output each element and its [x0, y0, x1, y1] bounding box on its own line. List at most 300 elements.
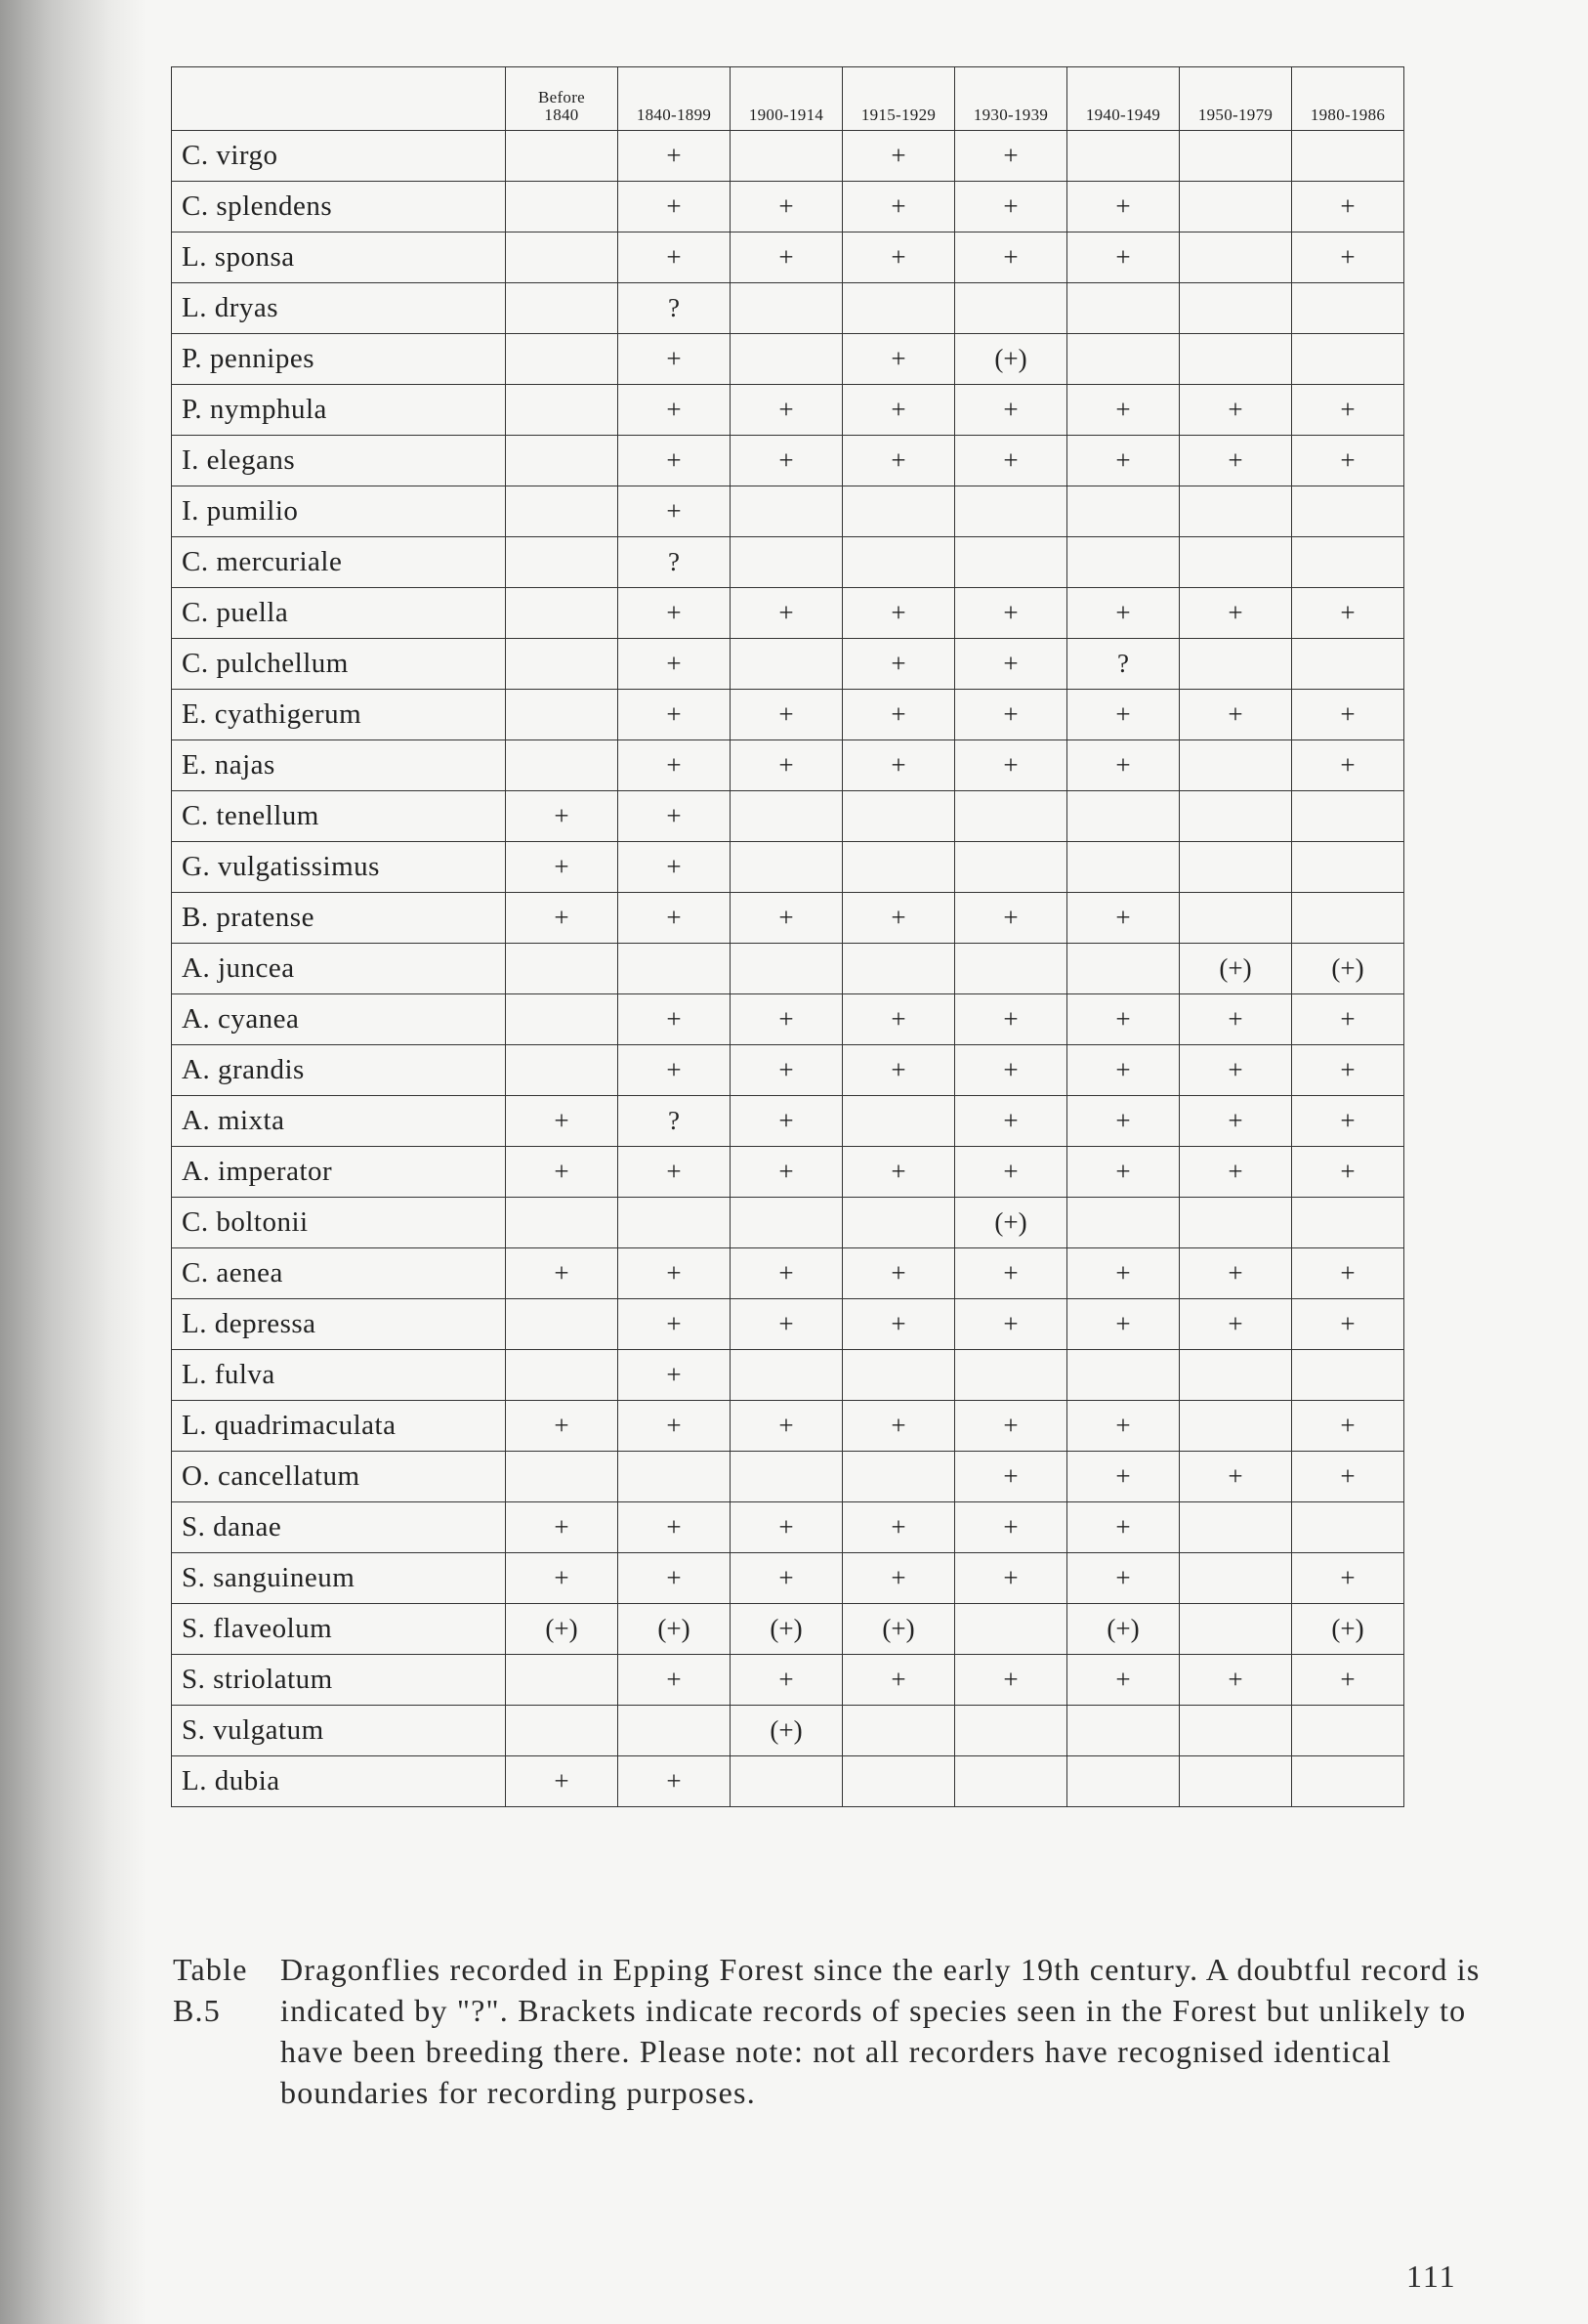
record-cell: + — [618, 1350, 731, 1401]
caption-label: Table B.5 — [173, 1952, 248, 2028]
record-cell — [506, 537, 618, 588]
record-cell — [1292, 791, 1404, 842]
header-cell-period: 1980-1986 — [1292, 67, 1404, 131]
table-row — [172, 1401, 1404, 1452]
record-cell: + — [1067, 1045, 1180, 1096]
record-cell: + — [1067, 740, 1180, 791]
record-cell — [731, 1350, 843, 1401]
record-cell: + — [1292, 1147, 1404, 1198]
table-row — [172, 1350, 1404, 1401]
record-cell — [1180, 1553, 1292, 1604]
table-row — [172, 1706, 1404, 1756]
record-cell: + — [843, 893, 955, 944]
record-cell: + — [1292, 1096, 1404, 1147]
record-cell — [1067, 283, 1180, 334]
record-cell — [506, 1350, 618, 1401]
record-cell — [731, 283, 843, 334]
record-cell: + — [843, 588, 955, 639]
table-row — [172, 740, 1404, 791]
record-cell — [1180, 893, 1292, 944]
record-cell — [506, 131, 618, 182]
record-cell: + — [731, 1147, 843, 1198]
record-cell: + — [1180, 994, 1292, 1045]
record-cell — [843, 842, 955, 893]
record-cell: + — [843, 1553, 955, 1604]
record-cell — [843, 1096, 955, 1147]
records-table — [171, 66, 1404, 1807]
record-cell: + — [1292, 690, 1404, 740]
record-cell: + — [618, 182, 731, 232]
record-cell — [506, 232, 618, 283]
record-cell: + — [843, 1299, 955, 1350]
record-cell: (+) — [843, 1604, 955, 1655]
species-name: A. grandis — [172, 1045, 506, 1096]
record-cell: + — [506, 1756, 618, 1807]
record-cell: + — [731, 1299, 843, 1350]
record-cell: + — [1067, 1553, 1180, 1604]
record-cell — [1180, 740, 1292, 791]
record-cell: + — [618, 1147, 731, 1198]
record-cell — [1180, 1350, 1292, 1401]
record-cell: + — [1067, 1147, 1180, 1198]
species-name: I. pumilio — [172, 486, 506, 537]
record-cell: + — [955, 1248, 1067, 1299]
record-cell — [506, 283, 618, 334]
table-body — [172, 131, 1404, 1807]
species-name: C. pulchellum — [172, 639, 506, 690]
header-cell-period: 1840-1899 — [618, 67, 731, 131]
record-cell — [1292, 537, 1404, 588]
record-cell: + — [618, 740, 731, 791]
record-cell — [955, 1706, 1067, 1756]
record-cell — [843, 944, 955, 994]
record-cell: (+) — [955, 1198, 1067, 1248]
record-cell — [506, 334, 618, 385]
table-row — [172, 131, 1404, 182]
record-cell: + — [506, 1147, 618, 1198]
record-cell: + — [618, 893, 731, 944]
record-cell — [955, 283, 1067, 334]
record-cell — [955, 1756, 1067, 1807]
species-name: C. mercuriale — [172, 537, 506, 588]
record-cell: + — [843, 182, 955, 232]
species-name: L. depressa — [172, 1299, 506, 1350]
dragonfly-records-table — [171, 66, 1403, 1807]
record-cell: + — [731, 385, 843, 436]
record-cell — [506, 436, 618, 486]
record-cell — [1180, 537, 1292, 588]
table-row — [172, 436, 1404, 486]
record-cell: + — [618, 1248, 731, 1299]
record-cell: + — [1067, 436, 1180, 486]
record-cell — [1180, 486, 1292, 537]
record-cell: + — [955, 639, 1067, 690]
record-cell: + — [843, 131, 955, 182]
species-name: A. juncea — [172, 944, 506, 994]
record-cell — [506, 1706, 618, 1756]
record-cell: + — [955, 1655, 1067, 1706]
record-cell — [1292, 486, 1404, 537]
record-cell: + — [955, 1045, 1067, 1096]
record-cell: + — [731, 1401, 843, 1452]
record-cell: + — [955, 994, 1067, 1045]
record-cell: + — [731, 588, 843, 639]
record-cell — [1180, 1604, 1292, 1655]
record-cell: + — [843, 1655, 955, 1706]
species-name: C. tenellum — [172, 791, 506, 842]
record-cell: + — [1067, 385, 1180, 436]
record-cell: + — [955, 182, 1067, 232]
record-cell: + — [1292, 1553, 1404, 1604]
table-row — [172, 232, 1404, 283]
record-cell: + — [843, 1045, 955, 1096]
record-cell: + — [843, 994, 955, 1045]
record-cell — [1180, 283, 1292, 334]
table-row — [172, 1045, 1404, 1096]
record-cell — [506, 1198, 618, 1248]
record-cell: + — [731, 1553, 843, 1604]
record-cell — [955, 842, 1067, 893]
record-cell: + — [955, 1401, 1067, 1452]
record-cell — [955, 537, 1067, 588]
record-cell: + — [1292, 232, 1404, 283]
binding-shadow — [0, 0, 146, 2324]
record-cell: + — [1180, 1248, 1292, 1299]
record-cell — [506, 994, 618, 1045]
table-caption — [173, 1949, 1482, 2113]
record-cell: + — [1067, 1299, 1180, 1350]
header-cell-period: 1930-1939 — [955, 67, 1067, 131]
record-cell: + — [1180, 1147, 1292, 1198]
record-cell — [618, 944, 731, 994]
record-cell: + — [1180, 1299, 1292, 1350]
species-name: O. cancellatum — [172, 1452, 506, 1502]
record-cell: + — [1292, 1248, 1404, 1299]
record-cell — [1067, 842, 1180, 893]
species-name: S. sanguineum — [172, 1553, 506, 1604]
record-cell: + — [731, 690, 843, 740]
species-name: E. cyathigerum — [172, 690, 506, 740]
table-row — [172, 588, 1404, 639]
record-cell — [731, 944, 843, 994]
species-name: S. vulgatum — [172, 1706, 506, 1756]
record-cell: + — [1067, 588, 1180, 639]
table-row — [172, 1198, 1404, 1248]
record-cell: + — [506, 791, 618, 842]
record-cell — [731, 1756, 843, 1807]
table-row — [172, 283, 1404, 334]
record-cell — [506, 1452, 618, 1502]
record-cell: + — [1292, 1045, 1404, 1096]
caption-text: Dragonflies recorded in Epping Forest since the early 19th century. A doubtful record is indicated by "?". Brackets indicate records of species seen in the Forest but unlikely to have been breeding there. Please note: not all recorders have recognised identical boundaries for recording purposes. — [280, 1952, 1481, 2110]
record-cell — [955, 1604, 1067, 1655]
record-cell — [955, 944, 1067, 994]
species-name: L. quadrimaculata — [172, 1401, 506, 1452]
record-cell: + — [731, 1045, 843, 1096]
table-header-row — [172, 67, 1404, 131]
record-cell: + — [843, 1248, 955, 1299]
record-cell: (+) — [506, 1604, 618, 1655]
record-cell — [1067, 1198, 1180, 1248]
record-cell — [1180, 1756, 1292, 1807]
record-cell — [731, 1198, 843, 1248]
record-cell: + — [618, 1045, 731, 1096]
record-cell: + — [618, 1299, 731, 1350]
record-cell: + — [843, 1502, 955, 1553]
record-cell — [955, 791, 1067, 842]
table-row — [172, 639, 1404, 690]
record-cell — [1292, 893, 1404, 944]
record-cell — [955, 1350, 1067, 1401]
record-cell: (+) — [731, 1604, 843, 1655]
record-cell — [506, 1045, 618, 1096]
record-cell — [1067, 334, 1180, 385]
species-name: L. dryas — [172, 283, 506, 334]
species-name: A. imperator — [172, 1147, 506, 1198]
record-cell: + — [1067, 232, 1180, 283]
record-cell: + — [731, 1502, 843, 1553]
species-name: C. splendens — [172, 182, 506, 232]
record-cell — [1292, 639, 1404, 690]
record-cell — [1067, 944, 1180, 994]
record-cell: + — [955, 131, 1067, 182]
table-row — [172, 1655, 1404, 1706]
record-cell: + — [955, 232, 1067, 283]
table-row — [172, 1502, 1404, 1553]
record-cell: + — [843, 639, 955, 690]
record-cell — [843, 537, 955, 588]
record-cell — [618, 1452, 731, 1502]
header-cell-period: 1915-1929 — [843, 67, 955, 131]
species-name: C. puella — [172, 588, 506, 639]
table-row — [172, 1452, 1404, 1502]
record-cell: + — [506, 1248, 618, 1299]
record-cell: + — [955, 1096, 1067, 1147]
species-name: P. nymphula — [172, 385, 506, 436]
table-row — [172, 385, 1404, 436]
record-cell — [506, 182, 618, 232]
table-row — [172, 994, 1404, 1045]
record-cell: + — [843, 385, 955, 436]
record-cell: + — [506, 1096, 618, 1147]
record-cell: + — [843, 436, 955, 486]
record-cell — [506, 1655, 618, 1706]
record-cell — [1180, 791, 1292, 842]
record-cell — [618, 1198, 731, 1248]
record-cell — [843, 1452, 955, 1502]
table-row — [172, 1147, 1404, 1198]
record-cell: + — [1067, 1248, 1180, 1299]
record-cell: + — [843, 232, 955, 283]
record-cell: + — [1292, 385, 1404, 436]
record-cell: + — [1292, 994, 1404, 1045]
table-row — [172, 842, 1404, 893]
species-name: P. pennipes — [172, 334, 506, 385]
record-cell: + — [506, 1401, 618, 1452]
record-cell: + — [618, 385, 731, 436]
record-cell — [731, 334, 843, 385]
record-cell: + — [1067, 1401, 1180, 1452]
record-cell: + — [731, 436, 843, 486]
record-cell — [1180, 182, 1292, 232]
table-row — [172, 537, 1404, 588]
record-cell: + — [731, 1655, 843, 1706]
record-cell: + — [618, 842, 731, 893]
record-cell: (+) — [955, 334, 1067, 385]
record-cell — [1180, 842, 1292, 893]
record-cell: ? — [618, 537, 731, 588]
header-cell-period: 1900-1914 — [731, 67, 843, 131]
record-cell: + — [1292, 436, 1404, 486]
record-cell — [1180, 639, 1292, 690]
table-row — [172, 182, 1404, 232]
record-cell: + — [1292, 1401, 1404, 1452]
record-cell: + — [618, 131, 731, 182]
record-cell: + — [843, 334, 955, 385]
record-cell: + — [955, 893, 1067, 944]
record-cell — [843, 1198, 955, 1248]
record-cell: + — [731, 740, 843, 791]
header-cell-period: Before 1840 — [506, 67, 618, 131]
record-cell — [1067, 1756, 1180, 1807]
record-cell — [506, 740, 618, 791]
record-cell: + — [1067, 690, 1180, 740]
species-name: C. aenea — [172, 1248, 506, 1299]
record-cell — [506, 588, 618, 639]
record-cell: (+) — [731, 1706, 843, 1756]
record-cell: + — [1067, 1096, 1180, 1147]
record-cell — [1180, 1401, 1292, 1452]
record-cell — [731, 537, 843, 588]
record-cell: + — [1292, 182, 1404, 232]
record-cell: + — [731, 232, 843, 283]
record-cell: + — [843, 690, 955, 740]
record-cell: ? — [1067, 639, 1180, 690]
record-cell: + — [843, 740, 955, 791]
table-row — [172, 1604, 1404, 1655]
record-cell: + — [618, 1401, 731, 1452]
record-cell — [843, 1706, 955, 1756]
record-cell: + — [1067, 182, 1180, 232]
record-cell: + — [618, 334, 731, 385]
record-cell: + — [618, 486, 731, 537]
record-cell: (+) — [1292, 944, 1404, 994]
record-cell — [731, 791, 843, 842]
record-cell: + — [506, 842, 618, 893]
species-name: E. najas — [172, 740, 506, 791]
record-cell: + — [618, 639, 731, 690]
record-cell — [1067, 537, 1180, 588]
table-row — [172, 1096, 1404, 1147]
record-cell — [731, 842, 843, 893]
record-cell: + — [1067, 1502, 1180, 1553]
species-name: C. boltonii — [172, 1198, 506, 1248]
record-cell — [843, 1350, 955, 1401]
record-cell: + — [618, 994, 731, 1045]
record-cell: + — [955, 690, 1067, 740]
record-cell — [731, 486, 843, 537]
record-cell: + — [731, 182, 843, 232]
table-row — [172, 334, 1404, 385]
record-cell: + — [618, 232, 731, 283]
header-cell-period: 1950-1979 — [1180, 67, 1292, 131]
record-cell — [1180, 334, 1292, 385]
species-name: L. fulva — [172, 1350, 506, 1401]
record-cell — [618, 1706, 731, 1756]
record-cell: + — [731, 1096, 843, 1147]
record-cell: + — [955, 1502, 1067, 1553]
species-name: C. virgo — [172, 131, 506, 182]
record-cell — [1180, 1706, 1292, 1756]
record-cell: (+) — [1180, 944, 1292, 994]
record-cell: + — [618, 588, 731, 639]
record-cell — [731, 131, 843, 182]
species-name: G. vulgatissimus — [172, 842, 506, 893]
record-cell: + — [1067, 994, 1180, 1045]
record-cell — [1067, 486, 1180, 537]
record-cell — [843, 283, 955, 334]
record-cell: + — [731, 893, 843, 944]
record-cell: + — [955, 1299, 1067, 1350]
record-cell: + — [1180, 588, 1292, 639]
record-cell — [1292, 1756, 1404, 1807]
record-cell: + — [618, 690, 731, 740]
species-name: I. elegans — [172, 436, 506, 486]
record-cell: + — [618, 1502, 731, 1553]
record-cell — [506, 1299, 618, 1350]
record-cell — [955, 486, 1067, 537]
record-cell — [731, 1452, 843, 1502]
record-cell: + — [1067, 893, 1180, 944]
record-cell: + — [955, 1452, 1067, 1502]
record-cell — [843, 486, 955, 537]
record-cell — [843, 1756, 955, 1807]
record-cell: + — [1292, 740, 1404, 791]
record-cell: + — [955, 1147, 1067, 1198]
record-cell — [1292, 1198, 1404, 1248]
species-name: A. mixta — [172, 1096, 506, 1147]
record-cell: + — [843, 1147, 955, 1198]
record-cell: + — [618, 436, 731, 486]
record-cell: + — [618, 1655, 731, 1706]
species-name: B. pratense — [172, 893, 506, 944]
record-cell: + — [843, 1401, 955, 1452]
record-cell: + — [1180, 1452, 1292, 1502]
record-cell — [1067, 131, 1180, 182]
record-cell — [1180, 131, 1292, 182]
record-cell: + — [955, 1553, 1067, 1604]
record-cell: + — [955, 436, 1067, 486]
record-cell — [1292, 1706, 1404, 1756]
record-cell — [843, 791, 955, 842]
record-cell: + — [1067, 1655, 1180, 1706]
species-name: L. dubia — [172, 1756, 506, 1807]
record-cell — [506, 944, 618, 994]
record-cell: + — [731, 1248, 843, 1299]
table-row — [172, 1756, 1404, 1807]
record-cell — [1180, 232, 1292, 283]
record-cell: + — [1292, 1299, 1404, 1350]
page-number: 111 — [1406, 2259, 1457, 2294]
record-cell — [1292, 1350, 1404, 1401]
table-row — [172, 486, 1404, 537]
record-cell — [1180, 1198, 1292, 1248]
record-cell: + — [618, 1553, 731, 1604]
record-cell: + — [506, 893, 618, 944]
record-cell — [1292, 283, 1404, 334]
record-cell: + — [1292, 1655, 1404, 1706]
record-cell: (+) — [1067, 1604, 1180, 1655]
